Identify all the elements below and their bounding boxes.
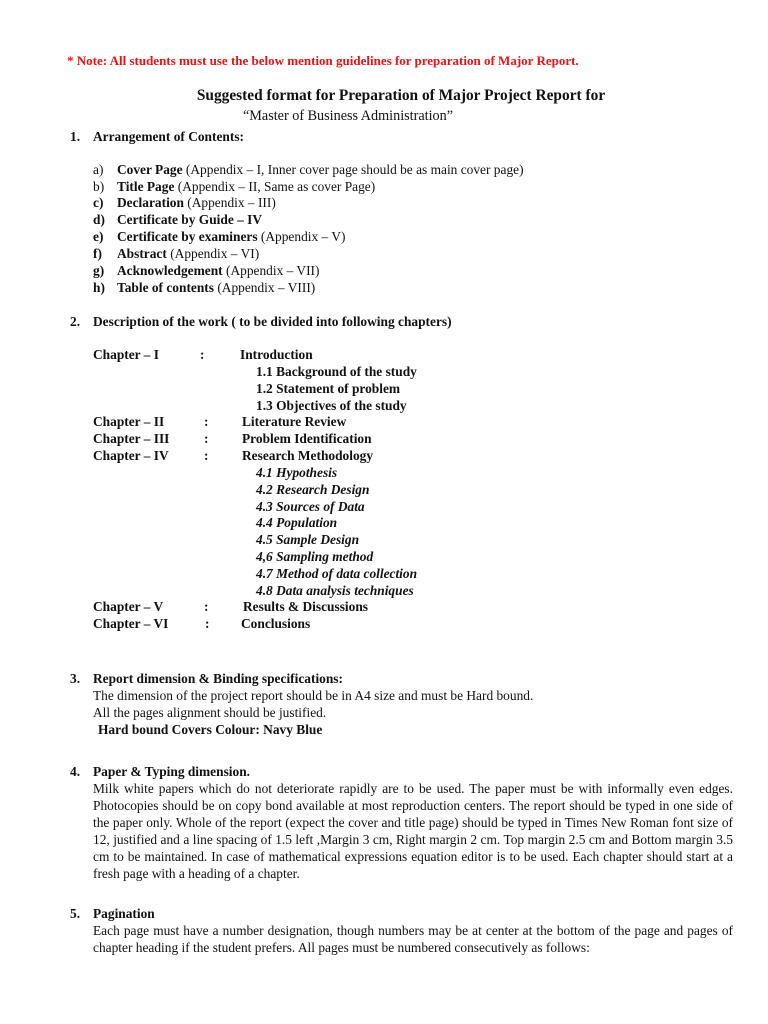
chapter-title: Problem Identification bbox=[242, 431, 372, 446]
contents-item-name: Title Page bbox=[117, 179, 175, 194]
contents-item bbox=[117, 228, 345, 245]
chapter-colon: : bbox=[204, 414, 209, 429]
contents-item-name: Cover Page bbox=[117, 162, 183, 177]
chapter-number: Chapter – II bbox=[93, 414, 165, 429]
subsection-item: 4.3 Sources of Data bbox=[256, 499, 365, 514]
contents-item bbox=[117, 262, 319, 279]
contents-item-mark: g) bbox=[93, 263, 105, 278]
contents-item-detail: (Appendix – II, Same as cover Page) bbox=[174, 179, 376, 194]
chapter-title: Introduction bbox=[240, 347, 313, 362]
contents-item bbox=[117, 279, 315, 296]
chapter-title: Research Methodology bbox=[242, 448, 374, 463]
subsection-item: 4.8 Data analysis techniques bbox=[256, 583, 414, 598]
section-3-number: 3. bbox=[70, 671, 81, 686]
contents-item bbox=[117, 161, 524, 178]
section-4-heading: Paper & Typing dimension. bbox=[93, 764, 250, 779]
binding-size-text: The dimension of the project report should be in A4 size and must be Hard bound. bbox=[93, 688, 534, 703]
contents-item-name: Certificate by examiners bbox=[117, 229, 258, 244]
contents-item-detail: (Appendix – VIII) bbox=[213, 280, 316, 295]
contents-item-name: Acknowledgement bbox=[117, 263, 223, 278]
section-1-heading: Arrangement of Contents: bbox=[93, 129, 244, 144]
contents-item-name: Abstract bbox=[117, 246, 167, 261]
section-5-number: 5. bbox=[70, 906, 81, 921]
subsection-item: 4.2 Research Design bbox=[256, 482, 370, 497]
contents-item-name: Declaration bbox=[117, 195, 184, 210]
contents-item-name: Certificate by Guide – IV bbox=[117, 212, 263, 227]
contents-item-detail: (Appendix – I, Inner cover page should be as main cover page) bbox=[182, 162, 524, 177]
section-4-number: 4. bbox=[70, 764, 81, 779]
chapter-number: Chapter – V bbox=[93, 599, 164, 614]
contents-item bbox=[117, 211, 262, 228]
subsection-item: 1.1 Background of the study bbox=[256, 364, 417, 379]
chapter-title: Results & Discussions bbox=[243, 599, 369, 614]
contents-item-mark: f) bbox=[93, 246, 102, 261]
section-5-heading: Pagination bbox=[93, 906, 155, 921]
chapter-colon: : bbox=[204, 431, 209, 446]
chapter-number: Chapter – IV bbox=[93, 448, 169, 463]
contents-item-mark: h) bbox=[93, 280, 105, 295]
contents-item-mark: e) bbox=[93, 229, 104, 244]
subsection-item: 1.3 Objectives of the study bbox=[256, 398, 407, 413]
subsection-item: 4,6 Sampling method bbox=[256, 549, 374, 564]
cover-colour-text: Hard bound Covers Colour: Navy Blue bbox=[98, 722, 323, 737]
contents-item-mark: b) bbox=[93, 179, 105, 194]
document-subtitle: “Master of Business Administration” bbox=[242, 108, 454, 124]
contents-item-detail: (Appendix – III) bbox=[183, 195, 276, 210]
chapter-number: Chapter – VI bbox=[93, 616, 169, 631]
subsection-item: 1.2 Statement of problem bbox=[256, 381, 401, 396]
contents-item-name: Table of contents bbox=[117, 280, 214, 295]
alignment-text: All the pages alignment should be justified. bbox=[93, 705, 327, 720]
chapter-colon: : bbox=[204, 599, 209, 614]
document-title: Suggested format for Preparation of Major Project Report for bbox=[196, 87, 606, 104]
contents-item-mark: c) bbox=[93, 195, 104, 210]
chapter-colon: : bbox=[200, 347, 205, 362]
chapter-number: Chapter – III bbox=[93, 431, 170, 446]
contents-item bbox=[117, 178, 375, 195]
guidelines-note: * Note: All students must use the below mention guidelines for preparation of Major Report. bbox=[67, 53, 579, 68]
contents-item-detail: (Appendix – V) bbox=[257, 229, 346, 244]
subsection-item: 4.1 Hypothesis bbox=[256, 465, 338, 480]
section-1-number: 1. bbox=[70, 129, 81, 144]
chapter-colon: : bbox=[205, 616, 210, 631]
contents-item-mark: d) bbox=[93, 212, 105, 227]
contents-item bbox=[117, 245, 259, 262]
chapter-number: Chapter – I bbox=[93, 347, 159, 362]
contents-item bbox=[117, 194, 276, 211]
contents-item-detail: (Appendix – VII) bbox=[222, 263, 320, 278]
section-2-number: 2. bbox=[70, 314, 81, 329]
chapter-colon: : bbox=[204, 448, 209, 463]
pagination-paragraph: Each page must have a number designation, though numbers may be at center at the bottom of the page and pages of chapter heading if the student prefers. All pages must be numbered consecutively as follows: bbox=[93, 923, 733, 955]
subsection-item: 4.4 Population bbox=[256, 515, 338, 530]
section-2-heading: Description of the work ( to be divided into following chapters) bbox=[93, 314, 452, 329]
typing-dimension-paragraph: Milk white papers which do not deteriorate rapidly are to be used. The paper must be with informally even edges. Photocopies should be on copy bond available at most reproduction centers. The report should be typed in one side of the paper only. Whole of the report (expect the cover and title page) should be typed in Times New Roman font size of 12, justified and a line spacing of 1.5 left ,Margin 3 cm, Right margin 2 cm. Top margin 2.5 cm and Bottom margin 3.5 cm to be maintained. In case of mathematical expressions equation editor is to be used. Each chapter should start at a fresh page with a heading of a chapter. bbox=[93, 781, 733, 881]
contents-item-detail: (Appendix – VI) bbox=[166, 246, 260, 261]
chapter-title: Literature Review bbox=[242, 414, 347, 429]
section-3-heading: Report dimension & Binding specifications: bbox=[93, 671, 343, 686]
subsection-item: 4.7 Method of data collection bbox=[256, 566, 418, 581]
contents-item-mark: a) bbox=[93, 162, 104, 177]
subsection-item: 4.5 Sample Design bbox=[256, 532, 360, 547]
chapter-title: Conclusions bbox=[241, 616, 311, 631]
